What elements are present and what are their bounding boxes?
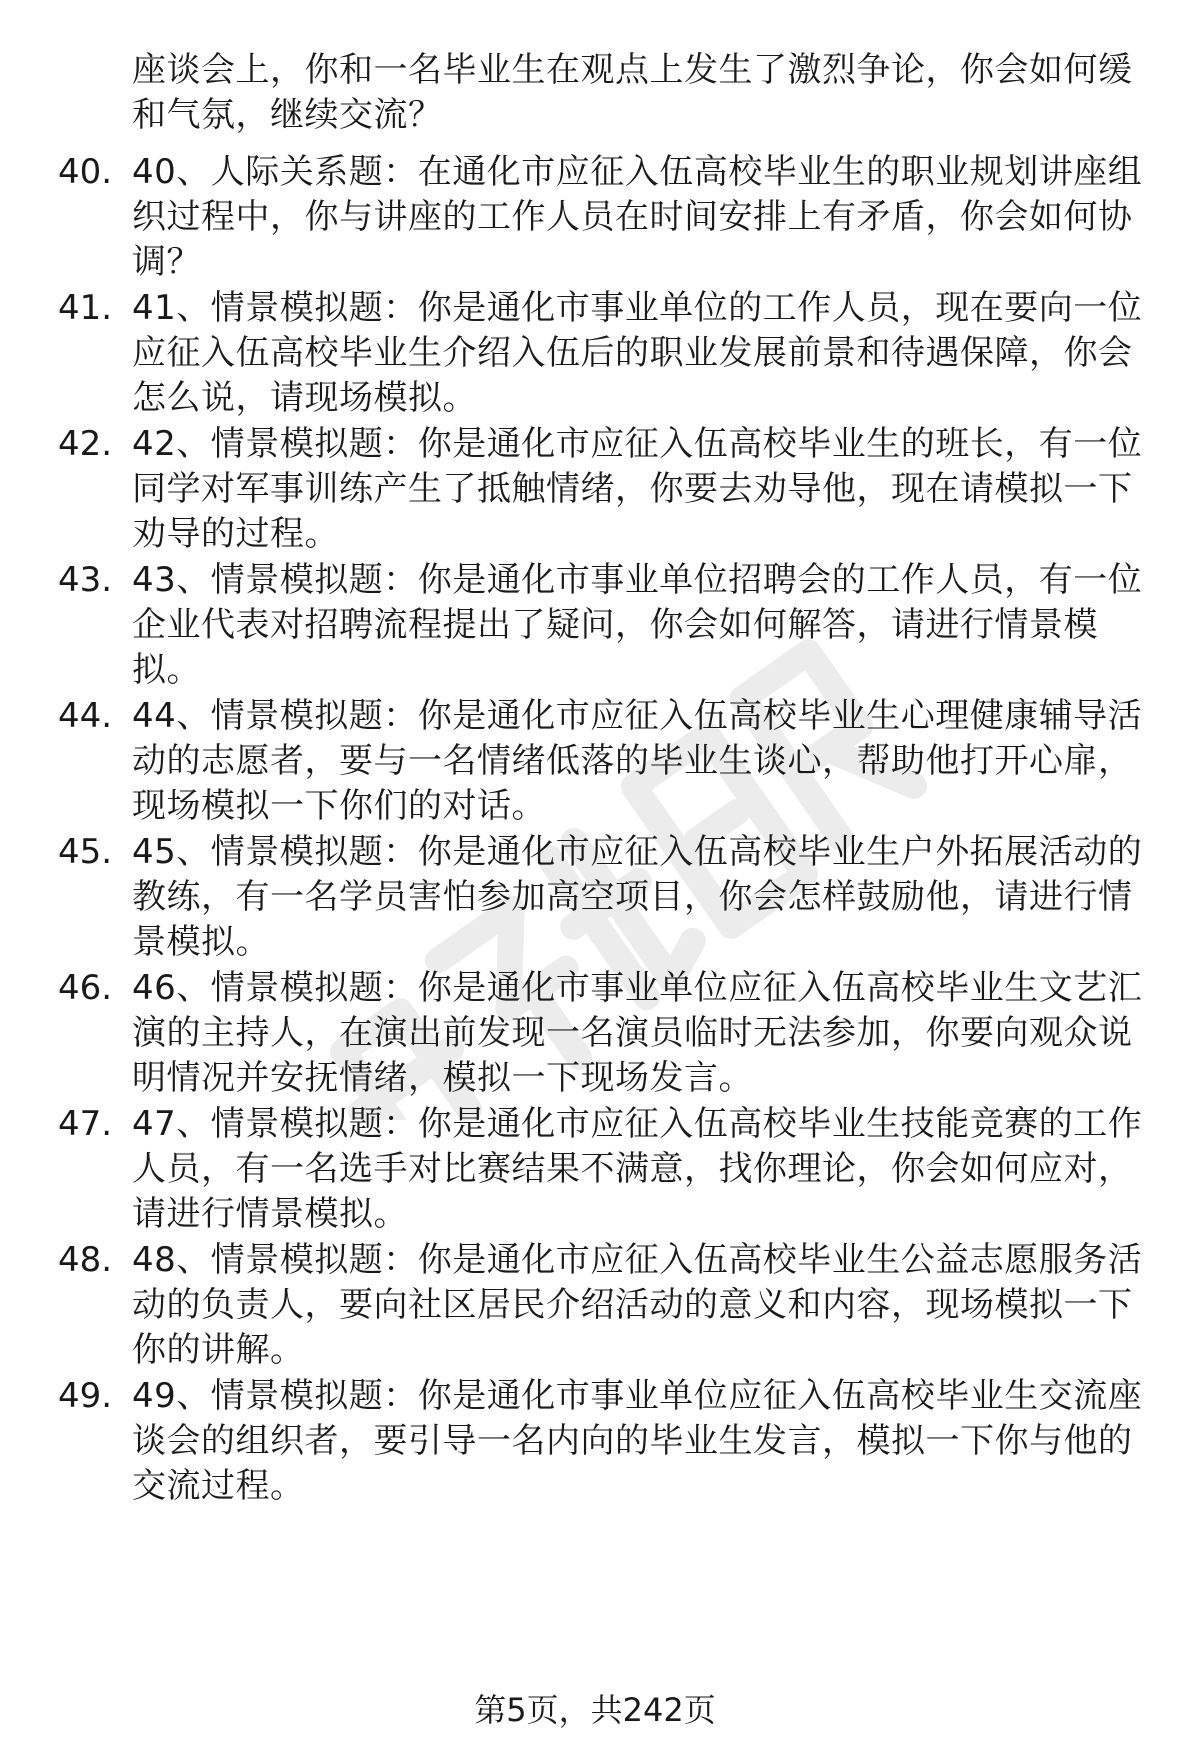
list-item-number: 43. — [58, 560, 113, 600]
list-item-number: 48. — [58, 1240, 113, 1280]
list-item-number: 44. — [58, 696, 113, 736]
list-item-number: 41. — [58, 288, 113, 328]
list-item-text: 48、情景模拟题：你是通化市应征入伍高校毕业生公益志愿服务活动的负责人，要向社区居民介绍活动的意义和内容，现场模拟一下你的讲解。 — [132, 1240, 1143, 1370]
list-item-number: 45. — [58, 832, 113, 872]
list-item-text: 41、情景模拟题：你是通化市事业单位的工作人员，现在要向一位应征入伍高校毕业生介绍入伍后的职业发展前景和待遇保障，你会怎么说，请现场模拟。 — [132, 288, 1143, 418]
list-item-text: 43、情景模拟题：你是通化市事业单位招聘会的工作人员，有一位企业代表对招聘流程提出了疑问，你会如何解答，请进行情景模拟。 — [132, 560, 1143, 690]
list-item-text: 40、人际关系题：在通化市应征入伍高校毕业生的职业规划讲座组织过程中，你与讲座的工作人员在时间安排上有矛盾，你会如何协调？ — [132, 152, 1143, 282]
list-item-text: 49、情景模拟题：你是通化市事业单位应征入伍高校毕业生交流座谈会的组织者，要引导一名内向的毕业生发言，模拟一下你与他的交流过程。 — [132, 1376, 1143, 1506]
list-item-number: 46. — [58, 968, 113, 1008]
list-item-number: 47. — [58, 1104, 113, 1144]
list-item-text: 42、情景模拟题：你是通化市应征入伍高校毕业生的班长，有一位同学对军事训练产生了抵触情绪，你要去劝导他，现在请模拟一下劝导的过程。 — [132, 424, 1143, 554]
list-item-text: 44、情景模拟题：你是通化市应征入伍高校毕业生心理健康辅导活动的志愿者，要与一名情绪低落的毕业生谈心，帮助他打开心扉，现场模拟一下你们的对话。 — [132, 696, 1143, 826]
list-item-number: 40. — [58, 152, 113, 192]
list-item-text: 46、情景模拟题：你是通化市事业单位应征入伍高校毕业生文艺汇演的主持人，在演出前发现一名演员临时无法参加，你要向观众说明情况并安抚情绪，模拟一下现场发言。 — [132, 968, 1143, 1098]
list-item-number: 42. — [58, 424, 113, 464]
list-item-number: 49. — [58, 1376, 113, 1416]
list-item-text: 47、情景模拟题：你是通化市应征入伍高校毕业生技能竞赛的工作人员，有一名选手对比赛结果不满意，找你理论，你会如何应对，请进行情景模拟。 — [132, 1104, 1143, 1234]
list-item-text: 45、情景模拟题：你是通化市应征入伍高校毕业生户外拓展活动的教练，有一名学员害怕参加高空项目，你会怎样鼓励他，请进行情景模拟。 — [132, 832, 1143, 962]
page-number-footer: 第5页，共242页 — [474, 1691, 716, 1729]
continued-question-text: 座谈会上，你和一名毕业生在观点上发生了激烈争论，你会如何缓和气氛，继续交流？ — [132, 50, 1133, 135]
